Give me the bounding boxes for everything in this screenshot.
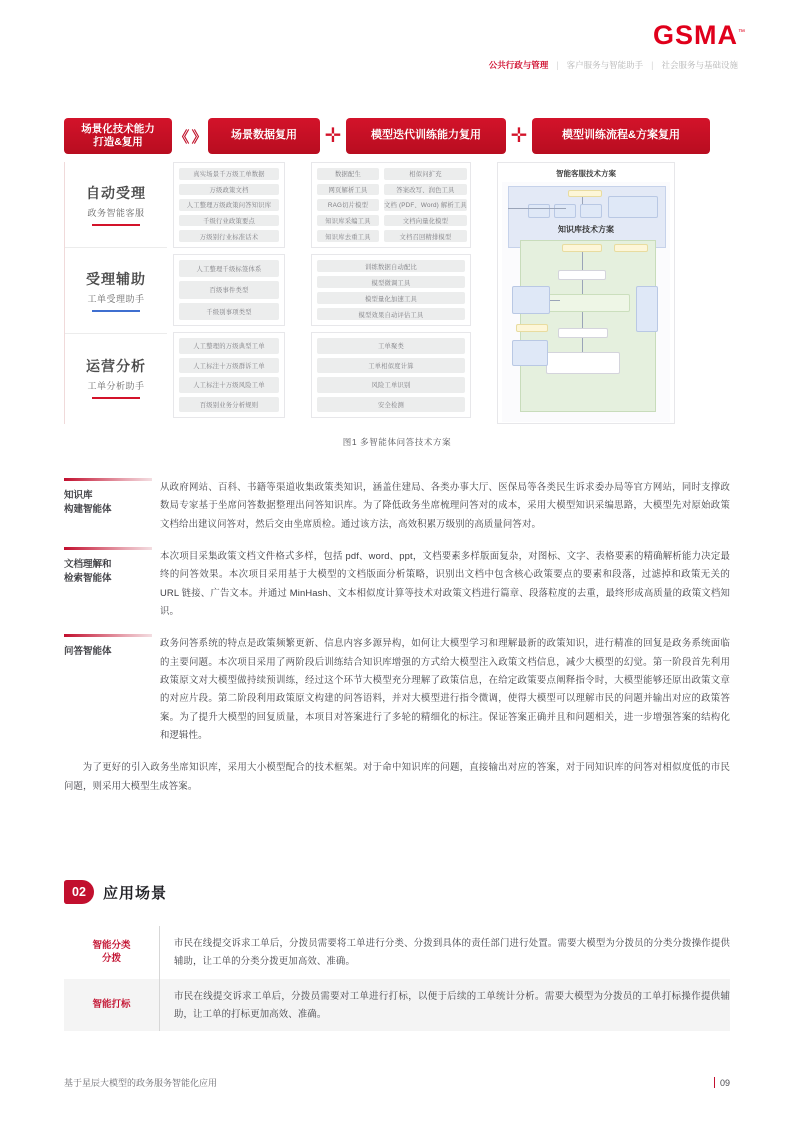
- figure-left-chip: [64, 118, 172, 154]
- key-line2: 分拨: [101, 953, 121, 965]
- cell-item: 万级别行业标准话术: [179, 230, 279, 242]
- cell-item: 千级行业政策要点: [179, 215, 279, 227]
- row-underline-auto-accept: [92, 224, 140, 226]
- label-text: [64, 558, 160, 587]
- figure-gap-2: [471, 162, 497, 424]
- cell-item: 风险工单识别: [317, 377, 465, 393]
- cell-item: 百级事件类型: [179, 281, 279, 298]
- content-block-document-understanding: [64, 547, 730, 620]
- figure-diagram: [64, 118, 730, 448]
- figure-caption: 图1 多智能体问答技术方案: [342, 437, 452, 447]
- cell-item: 人工整理的万级典型工单: [179, 338, 279, 354]
- figure-left-chip-line2: 打造&复用: [93, 136, 143, 148]
- figure-body: [64, 162, 730, 424]
- cell-item: 文档向量化模型: [384, 215, 467, 227]
- flow-node: [546, 352, 620, 374]
- trademark-symbol: ™: [738, 29, 746, 36]
- nav-item-public-admin[interactable]: 公共行政与管理: [488, 60, 549, 71]
- content-block-knowledge-base: [64, 478, 730, 533]
- flowchart-inner-title: 知识库技术方案: [558, 225, 614, 234]
- row-subtitle-accept-assist: 工单受理助手: [87, 294, 145, 304]
- table-row-value-smart-tagging: 市民在线提交诉求工单后，分拨员需要对工单进行打标，以便于后续的工单统计分析。需要大模型为分拨员的工单打标操作提供辅助，让工单的打标更加高效、准确。: [174, 989, 730, 1019]
- nav-separator-1: |: [556, 60, 559, 70]
- flow-connector: [582, 197, 583, 204]
- content-text-knowledge-base: 从政府网站、百科、书籍等渠道收集政策类知识，涵盖住建局、各类办事大厅、医保局等各类民生诉求委办局等官方网站，同时支撑政数局专家基于坐席问答数据整理出问答知识库。为了降低政务坐席梳理问答对的成本，采用大模型知识采编思路，大模型先对原始政策文档给出建议问答对，然后交由坐席质检。通过该方法，高效积累万级别的高质量问答对。: [160, 481, 730, 529]
- content-label-knowledge-base: [64, 478, 160, 533]
- cell-item: 相似问扩充: [384, 168, 467, 180]
- application-scenarios-table: [64, 926, 730, 1031]
- figure-column-header-model-training: 模型迭代训练能力复用: [346, 118, 506, 154]
- flow-node: [558, 328, 608, 338]
- cell-item: 工单相似度计算: [317, 358, 465, 374]
- flow-node: [558, 270, 606, 280]
- flow-node: [512, 340, 548, 366]
- label-accent-bar: [64, 634, 152, 637]
- cell-item: 文档 (PDF、Word) 解析工具: [384, 199, 467, 211]
- flow-node: [614, 244, 648, 252]
- footer-rule: [714, 1077, 715, 1088]
- cell-item: 人工整理千级标签体系: [179, 260, 279, 277]
- content-closing-paragraph: 为了更好的引入政务坐席知识库，采用大小模型配合的技术框架。对于命中知识库的问题，直接输出对应的答案，对于同知识库的问答对相似度低的市民问题，则采用大模型生成答案。: [64, 761, 730, 791]
- cell-item: 人工标注十万级风险工单: [179, 377, 279, 393]
- row-title-ops-analysis: 运营分析: [86, 357, 146, 374]
- flow-node: [568, 190, 602, 197]
- panel-model-training-row3: [311, 332, 471, 418]
- row-subtitle-auto-accept: 政务智能客服: [87, 208, 145, 218]
- section-number-badge: 02: [64, 880, 94, 904]
- figure-left-chip-line1: 场景化技术能力: [81, 122, 155, 135]
- figure-col-model-training: [311, 162, 471, 424]
- cell-item: 答案改写、润色工具: [384, 184, 467, 196]
- cell-item: 万级政策文档: [179, 184, 279, 196]
- table-row-key-smart-classification: [64, 926, 160, 979]
- table-row: [64, 979, 730, 1032]
- panel-model-training-row2: [311, 254, 471, 326]
- flow-node: [636, 286, 658, 332]
- cell-item: 文档召回精排模型: [384, 230, 467, 242]
- cell-item: 模型量化加速工具: [317, 292, 465, 304]
- plus-icon-2: ✛: [510, 125, 528, 147]
- flow-node: [562, 244, 602, 252]
- cell-item: 千级别事项类型: [179, 303, 279, 320]
- content-block-qa-agent: [64, 634, 730, 744]
- row-title-accept-assist: 受理辅助: [86, 271, 146, 287]
- nav-item-social-services[interactable]: 社会服务与基础设施: [661, 60, 738, 71]
- figure-header-row: [64, 118, 730, 154]
- content-label-document-understanding: [64, 547, 160, 620]
- flowchart-canvas: [502, 182, 670, 422]
- cell-item: 人工标注十万级群诉工单: [179, 358, 279, 374]
- flow-connector: [582, 312, 583, 328]
- flow-node: [512, 286, 550, 314]
- flow-node: [528, 204, 550, 218]
- label-line2: 构建智能体: [64, 504, 112, 516]
- cell-item: RAG切片模型: [317, 199, 379, 211]
- figure-grid: [173, 162, 730, 424]
- page-footer: [64, 1076, 730, 1089]
- figure-flowchart-panel: [497, 162, 675, 424]
- figure-col-scene-data: [173, 162, 285, 424]
- figure-row-label-accept-assist: [65, 248, 167, 334]
- flowchart-title: 智能客服技术方案: [556, 169, 616, 178]
- label-accent-bar: [64, 478, 152, 481]
- cell-item: 真实场景千万级工单数据: [179, 168, 279, 180]
- plus-icon-1: ✛: [324, 125, 342, 147]
- figure-column-header-model-process: 模型训练流程&方案复用: [532, 118, 710, 154]
- panel-subcol-right: [384, 168, 467, 242]
- figure-column-header-scene-data: 场景数据复用: [208, 118, 320, 154]
- header-nav: [0, 61, 746, 70]
- cell-item: 人工整理万级政策问答知识库: [179, 199, 279, 211]
- row-underline-ops-analysis: [92, 397, 140, 399]
- row-title-auto-accept: 自动受理: [86, 185, 146, 201]
- row-subtitle-ops-analysis: 工单分析助手: [87, 380, 145, 391]
- footer-page-number: [714, 1077, 730, 1088]
- section-02-header: [64, 880, 167, 904]
- panel-scene-data-row3: [173, 332, 285, 418]
- label-line1: 知识库: [64, 490, 93, 501]
- cell-item: 模型效果自动评估工具: [317, 308, 465, 320]
- content-label-qa-agent: [64, 634, 160, 744]
- gsma-logo-text: GSMA: [653, 20, 738, 50]
- cell-item: 百级别业务分析规则: [179, 397, 279, 413]
- flow-node: [554, 204, 576, 218]
- flow-connector: [582, 252, 583, 270]
- flow-node: [538, 294, 630, 312]
- nav-separator-2: |: [651, 60, 654, 70]
- flow-node: [608, 196, 658, 218]
- key-line1: 智能打标: [92, 999, 131, 1011]
- panel-subcol-left: [317, 168, 379, 242]
- cell-item: 数据配生: [317, 168, 379, 180]
- label-text: [64, 489, 160, 518]
- page-header: [0, 0, 794, 92]
- content-text-document-understanding: 本次项目采集政策文档文件格式多样，包括 pdf、word、ppt，文档要素多样版面复杂，对图标、文字、表格要素的精确解析能力决定最终的问答效果。本次项目采用基于大模型的文档版面分析策略，识别出文档中包含核心政策要点的要素和段落，过滤掉和政策无关的 URL 链接、广告文本。并通过 MinHash、文本相似度计算等技术对政策文档进行篇章、段落粒度的去重，最终形成高质量的政策文档知识。: [160, 549, 730, 616]
- flow-connector: [508, 208, 566, 209]
- key-line1: 智能分类: [92, 939, 131, 951]
- flow-connector: [582, 338, 583, 352]
- panel-scene-data-row1: [173, 162, 285, 248]
- section-title: 应用场景: [103, 884, 168, 902]
- cell-item: 知识库采编工具: [317, 215, 379, 227]
- figure-row-label-ops-analysis: [65, 334, 167, 420]
- table-row: [64, 926, 730, 979]
- figure-row-labels: [65, 162, 173, 424]
- cell-item: 模型微调工具: [317, 276, 465, 288]
- label-line1: 问答智能体: [64, 646, 112, 658]
- nav-item-customer-service[interactable]: 客户服务与智能助手: [566, 60, 644, 71]
- chevron-double-icon: 《 》: [174, 128, 206, 146]
- table-row-key-smart-tagging: [64, 979, 160, 1032]
- label-line2: 检索智能体: [64, 573, 112, 585]
- footer-document-title: 基于星辰大模型的政务服务智能化应用: [64, 1078, 218, 1088]
- row-underline-accept-assist: [92, 310, 140, 312]
- content-area: [64, 478, 730, 795]
- flow-connector: [550, 300, 560, 301]
- cell-item: 安全检测: [317, 397, 465, 413]
- label-text: [64, 645, 160, 659]
- cell-item: 训练数据自动配比: [317, 260, 465, 272]
- flow-node: [516, 324, 548, 332]
- label-line1: 文档理解和: [64, 558, 112, 570]
- figure-row-label-auto-accept: [65, 162, 167, 248]
- panel-model-training-row1: [311, 162, 471, 248]
- flow-node: [580, 204, 602, 218]
- cell-item: 知识库去重工具: [317, 230, 379, 242]
- label-accent-bar: [64, 547, 152, 550]
- content-text-qa-agent: 政务问答系统的特点是政策频繁更新、信息内容多源异构，如何让大模型学习和理解最新的政策知识，进行精准的回复是政务系统面临的主要问题。本次项目采用了两阶段后训练结合知识库增强的方式给大模型注入政策文档信息，减少大模型的幻觉。第一阶段首先利用政策原文对大模型做持续预训练，经过这个环节大模型充分理解了政策信息，在给定政策要点阐释指令时，大模型能够还原出政策文章的对应片段。第二阶段利用政策原文构建的问答语料，并对大模型进行指令微调，使得大模型可以理解市民的问题并输出对应的政策答案。为了提升大模型的回复质量，本项目对答案进行了多轮的精细化的标注。保证答案正确并且和问题相关，进一步增强答案的结构化和逻辑性。: [160, 637, 730, 740]
- cell-item: 网页解析工具: [317, 184, 379, 196]
- panel-scene-data-row2: [173, 254, 285, 326]
- flow-connector: [582, 280, 583, 294]
- table-row-value-smart-classification: 市民在线提交诉求工单后，分拨员需要将工单进行分类、分拨到具体的责任部门进行处置。需要大模型为分拨员的分类分拨操作提供辅助，让工单的分类分拨更加高效、准确。: [174, 937, 730, 967]
- brand-row: [0, 22, 746, 49]
- footer-page-value: 09: [719, 1077, 730, 1088]
- cell-item: 工单聚类: [317, 338, 465, 354]
- figure-gap-1: [285, 162, 311, 424]
- gsma-logo: [653, 22, 746, 49]
